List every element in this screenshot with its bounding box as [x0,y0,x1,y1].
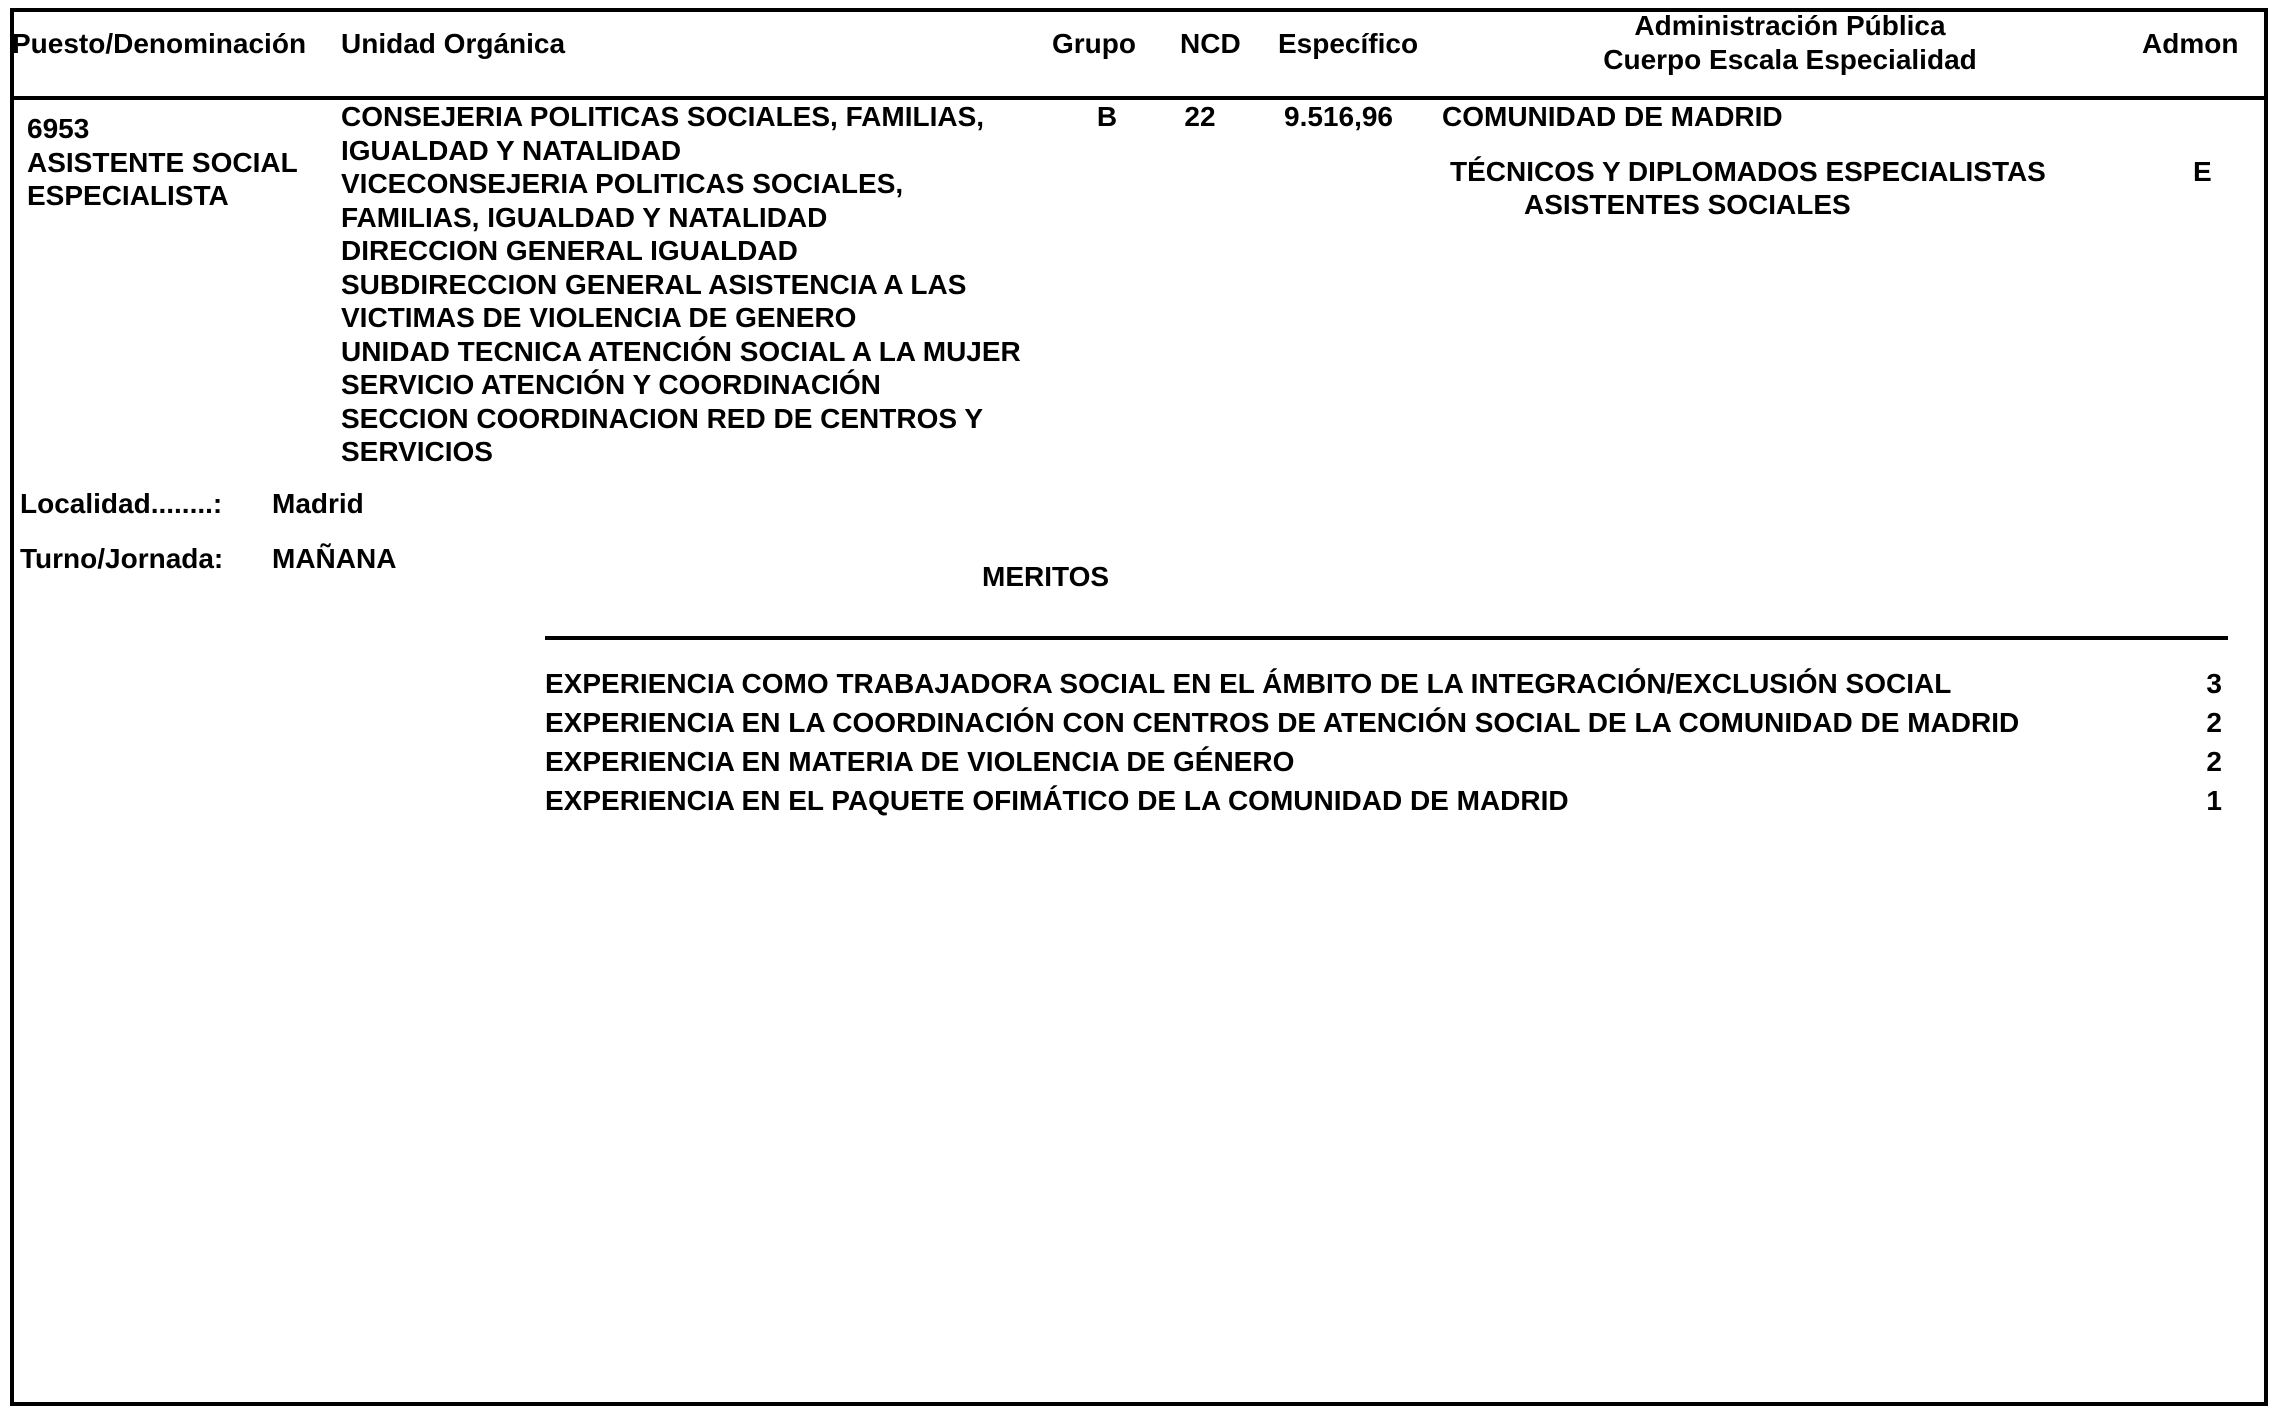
header-admon: Admon [2142,28,2239,59]
header-unidad: Unidad Orgánica [341,28,566,59]
turno-value: MAÑANA [272,543,397,574]
admon-value: E [2193,156,2212,187]
puesto-denominacion-line: ESPECIALISTA [27,180,229,211]
unidad-line: UNIDAD TECNICA ATENCIÓN SOCIAL A LA MUJER [341,335,1021,367]
grupo-value: B [1096,101,1118,132]
especialidad-value: ASISTENTES SOCIALES [1524,189,1851,220]
unidad-line: DIRECCION GENERAL IGUALDAD [341,235,798,266]
unidad-line: VICECONSEJERIA POLITICAS SOCIALES, [341,168,904,199]
turno-label: Turno/Jornada: [20,543,224,574]
unidad-line: SUBDIRECCION GENERAL ASISTENCIA A LAS [341,268,967,300]
header-ncd: NCD [1180,28,1241,59]
puesto-numero: 6953 [27,113,90,144]
administracion-value: COMUNIDAD DE MADRID [1442,101,1783,132]
unidad-line: SERVICIO ATENCIÓN Y COORDINACIÓN [341,369,881,400]
header-especifico: Específico [1278,28,1419,59]
merito-text: EXPERIENCIA EN MATERIA DE VIOLENCIA DE GÉNERO [545,746,1295,777]
merito-points: 3 [2206,668,2222,699]
unidad-line: VICTIMAS DE VIOLENCIA DE GENERO [341,302,857,333]
merito-row [545,784,2228,818]
merito-row [545,667,2228,701]
meritos-title: MERITOS [982,561,1110,592]
merito-row [545,745,2228,779]
merito-text: EXPERIENCIA EN LA COORDINACIÓN CON CENTROS DE ATENCIÓN SOCIAL DE LA COMUNIDAD DE MADRID [545,707,2020,738]
localidad-value: Madrid [272,488,364,519]
ncd-value: 22 [1184,101,1216,132]
puesto-denominacion-line: ASISTENTE SOCIAL [27,146,298,178]
unidad-line: FAMILIAS, IGUALDAD Y NATALIDAD [341,201,828,233]
especifico-value: 9.516,96 [1284,101,1393,132]
header-puesto: Puesto/Denominación [12,28,307,59]
merito-points: 1 [2206,785,2222,816]
merito-row [545,706,2228,740]
unidad-line: SECCION COORDINACION RED DE CENTROS Y [341,402,983,434]
header-cuerpo-escala: Cuerpo Escala Especialidad [1603,44,1977,75]
cuerpo-value: TÉCNICOS Y DIPLOMADOS ESPECIALISTAS [1450,156,2046,187]
unidad-line: IGUALDAD Y NATALIDAD [341,134,682,166]
header-admin-publica: Administración Pública [1634,10,1946,41]
meritos-divider [545,636,2228,640]
merito-text: EXPERIENCIA COMO TRABAJADORA SOCIAL EN EL ÁMBITO DE LA INTEGRACIÓN/EXCLUSIÓN SOCIAL [545,668,1952,699]
merito-points: 2 [2206,746,2222,777]
localidad-label: Localidad........: [20,488,223,519]
unidad-line: SERVICIOS [341,436,493,467]
merito-points: 2 [2206,707,2222,738]
unidad-organica-cell [341,100,1021,469]
merito-text: EXPERIENCIA EN EL PAQUETE OFIMÁTICO DE LA COMUNIDAD DE MADRID [545,785,1569,816]
puesto-cell [27,112,298,213]
unidad-line: CONSEJERIA POLITICAS SOCIALES, FAMILIAS, [341,101,985,132]
header-grupo: Grupo [1052,28,1136,59]
